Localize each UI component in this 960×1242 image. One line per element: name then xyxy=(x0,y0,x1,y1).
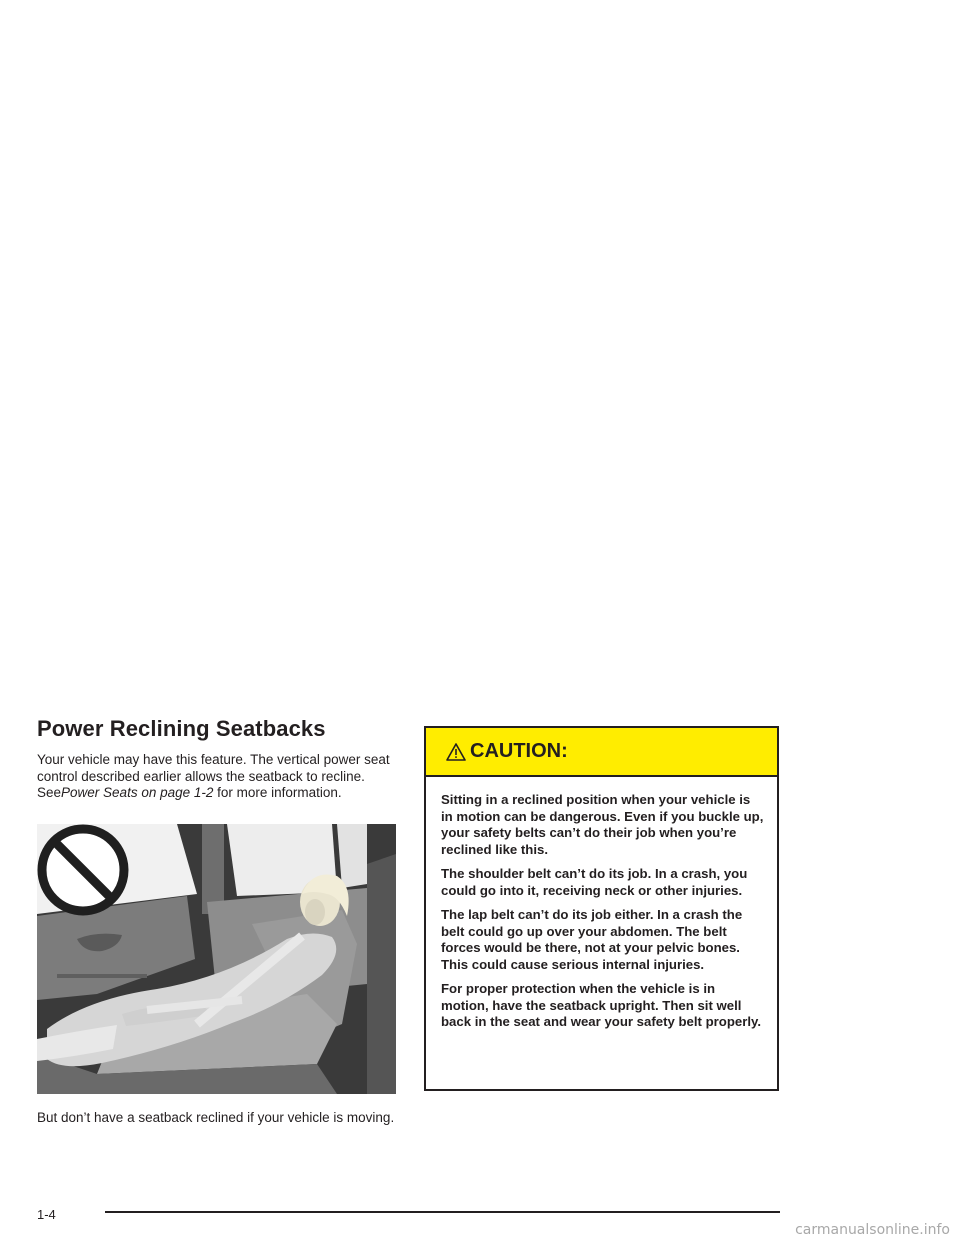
watermark: carmanualsonline.info xyxy=(795,1222,950,1238)
page-number: 1-4 xyxy=(37,1207,56,1222)
caution-paragraph: Sitting in a reclined position when your vehicle is in motion can be dangerous. Even if you buckle up, your safety belts can’t do their job when you’re reclined like this. xyxy=(441,792,764,857)
intro-end-text: for more information. xyxy=(213,785,342,800)
warning-paragraph: But don’t have a seatback reclined if your vehicle is moving. xyxy=(37,1110,395,1125)
intro-text: Your vehicle may have this feature. The vertical power seat control described earlier allows the seatback to recline. See xyxy=(37,752,390,800)
intro-paragraph xyxy=(37,752,397,802)
section-title: Power Reclining Seatbacks xyxy=(37,716,326,741)
caution-body xyxy=(426,777,777,1031)
warning-triangle-icon xyxy=(446,742,466,762)
footer-rule xyxy=(105,1211,780,1213)
caution-title: CAUTION: xyxy=(470,740,568,762)
power-seats-xref-link[interactable]: Power Seats on page 1-2 xyxy=(61,785,214,800)
caution-paragraph: The lap belt can’t do its job either. In a crash the belt could go up over your abdomen. The belt forces would be there, not at your pelvic bones. This could cause serious internal injuries. xyxy=(441,907,743,972)
caution-paragraph: The shoulder belt can’t do its job. In a crash, you could go into it, receiving neck or other injuries. xyxy=(441,866,748,898)
reclined-passenger-illustration xyxy=(37,824,396,1094)
caution-paragraph: For proper protection when the vehicle is in motion, have the seatback upright. Then sit well back in the seat and wear your safety belt properly. xyxy=(441,981,762,1029)
caution-box xyxy=(424,726,779,1091)
caution-header xyxy=(426,728,777,777)
